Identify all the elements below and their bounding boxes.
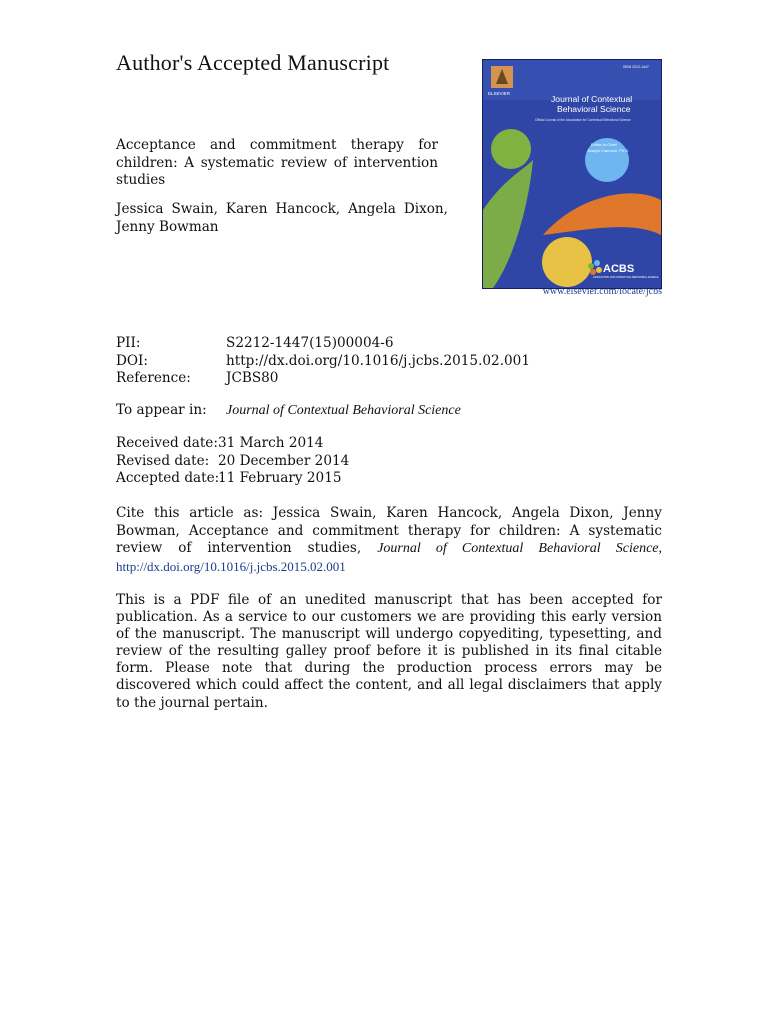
accepted-date-value: 11 February 2015	[218, 470, 342, 486]
manuscript-notice: This is a PDF file of an unedited manuscript that has been accepted for publication. As a service to our customers we are providing this early version of the manuscript. The manuscript will undergo copyediting, typesetting, and review of the resulting galley proof before it is published in its final citable form. Please note that during the production process errors may be discovered which could affect the content, and all legal disclaimers that apply to the journal pertain.	[116, 592, 662, 711]
cover-publisher: ELSEVIER	[488, 91, 511, 96]
appear-in-label: To appear in:	[116, 402, 207, 418]
appear-in-block	[116, 402, 461, 420]
received-date-label: Received date:	[116, 435, 218, 451]
manuscript-heading: Author's Accepted Manuscript	[116, 50, 390, 75]
citation-journal: Journal of Contextual Behavioral Science,	[377, 541, 663, 556]
pii-label: PII:	[116, 335, 141, 351]
received-date-value: 31 March 2014	[218, 435, 324, 451]
cover-yellow-circle	[542, 237, 592, 287]
journal-website-link[interactable]: www.elsevier.com/locate/jcbs	[542, 286, 662, 297]
doi-label: DOI:	[116, 352, 148, 369]
cover-society-logo: ACBS	[603, 263, 635, 275]
journal-cover-image	[482, 59, 662, 289]
cover-editor-name: Joseph Ciarrochi, Ph.D.	[587, 148, 630, 153]
cover-editor-label: Editor-in-Chief	[591, 142, 617, 147]
appear-in-journal: Journal of Contextual Behavioral Science	[226, 403, 461, 418]
revised-date-label: Revised date:	[116, 452, 210, 469]
cover-green-circle	[491, 129, 531, 169]
cover-journal-name-line1: Journal of Contextual	[551, 94, 633, 104]
accepted-date-label: Accepted date:	[116, 470, 220, 486]
elsevier-logo-icon	[491, 66, 513, 88]
identifiers-block	[116, 335, 530, 388]
cover-subtitle: Official Journal of the Association for Contextual Behavioral Science	[535, 118, 631, 122]
revised-date-value: 20 December 2014	[218, 452, 350, 469]
doi-value[interactable]: http://dx.doi.org/10.1016/j.jcbs.2015.02.001	[226, 352, 530, 369]
citation-paragraph	[116, 505, 662, 576]
citation-doi-link[interactable]: http://dx.doi.org/10.1016/j.jcbs.2015.02.001	[116, 558, 346, 574]
pii-value: S2212-1447(15)00004-6	[226, 335, 394, 351]
cover-journal-name-line2: Behavioral Science	[557, 104, 631, 114]
reference-value: JCBS80	[226, 370, 279, 386]
reference-label: Reference:	[116, 370, 191, 386]
article-authors: Jessica Swain, Karen Hancock, Angela Dixon, Jenny Bowman	[116, 201, 448, 235]
citation-text: Cite this article as: Jessica Swain, Karen Hancock, Angela Dixon, Jenny Bowman, Acceptance and commitment therapy for children: A systematic review of intervention studies,	[116, 505, 662, 556]
cover-society-tagline: ASSOCIATION FOR CONTEXTUAL BEHAVIORAL SCIENCE	[593, 276, 659, 279]
dates-block	[116, 435, 349, 488]
article-title: Acceptance and commitment therapy for children: A systematic review of intervention studies	[116, 137, 438, 188]
cover-issn: ISSN 2212-1447	[623, 65, 649, 69]
